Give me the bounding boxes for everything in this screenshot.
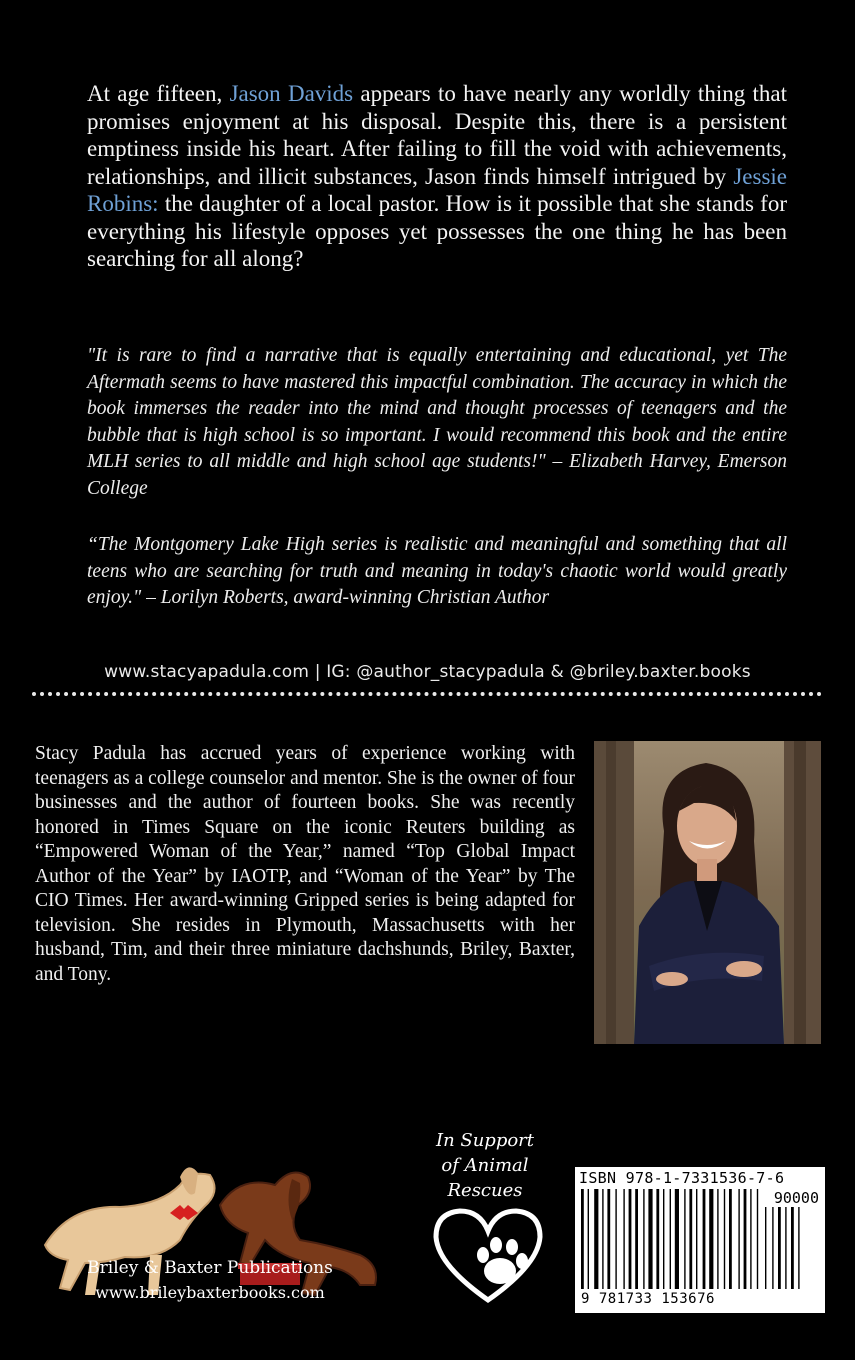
heart-paw-icon xyxy=(428,1205,548,1305)
publisher-name: Briley & Baxter Publications xyxy=(87,1258,333,1278)
isbn-number: 9 781733 153676 xyxy=(581,1291,715,1307)
isbn-label: ISBN 978-1-7331536-7-6 xyxy=(579,1169,785,1187)
blurb-end: the daughter of a local pastor. How is it possible that she stands for everything his lifestyle opposes yet possesses the one thing he has been searching for all along? xyxy=(87,191,787,271)
support-line-1: In Support xyxy=(435,1130,535,1151)
book-blurb xyxy=(87,80,787,273)
blurb-middle: appears to have nearly any worldly thing that promises enjoyment at his disposal. Despite this, there is a persistent emptiness inside his heart. After failing to fill the void with achievements, relationships, and illicit substances, Jason finds himself intrigued by xyxy=(87,81,787,189)
review-quote-harvey: "It is rare to find a narrative that is equally entertaining and educational, yet The Aftermath seems to have mastered this impactful combination. The accuracy in which the book immerses the reader into the mind and thought processes of teenagers and the bubble that is high school is so important. I would recommend this book and the entire MLH series to all middle and high school age students!" – Elizabeth Harvey, Emerson College xyxy=(87,345,787,499)
animal-rescue-support xyxy=(415,1128,555,1203)
isbn-barcode xyxy=(575,1167,825,1313)
author-photo xyxy=(594,741,821,1044)
review-quote-roberts: “The Montgomery Lake High series is realistic and meaningful and something that all teens who are searching for truth and meaning in today's chaotic world would greatly enjoy." – Lorilyn Roberts, award-winning Christian Author xyxy=(87,534,787,608)
author-bio: Stacy Padula has accrued years of experience working with teenagers as a college counselor and mentor. She is the owner of four businesses and the author of fourteen books. She was recently honored in Times Square on the iconic Reuters building as “Empowered Woman of the Year,” named “Top Global Impact Author of the Year” by IAOTP, and “Woman of the Year” by The CIO Times. Her award-winning Gripped series is being adapted for television. She resides in Plymouth, Massachusetts with her husband, Tim, and their three miniature dachshunds, Briley, Baxter, and Tony. xyxy=(35,743,575,985)
author-links: www.stacyapadula.com | IG: @author_stacypadula & @briley.baxter.books xyxy=(104,662,751,682)
price-addon: 90000 xyxy=(773,1189,819,1207)
character-name-jessie: Jessie Robins: xyxy=(87,163,787,216)
support-line-2: of Animal xyxy=(441,1155,529,1176)
support-line-3: Rescues xyxy=(447,1180,523,1201)
dotted-divider xyxy=(32,692,822,696)
blurb-intro: At age fifteen, xyxy=(87,81,230,106)
publisher-url: www.brileybaxterbooks.com xyxy=(95,1283,325,1302)
character-name-jason: Jason Davids xyxy=(229,81,354,106)
